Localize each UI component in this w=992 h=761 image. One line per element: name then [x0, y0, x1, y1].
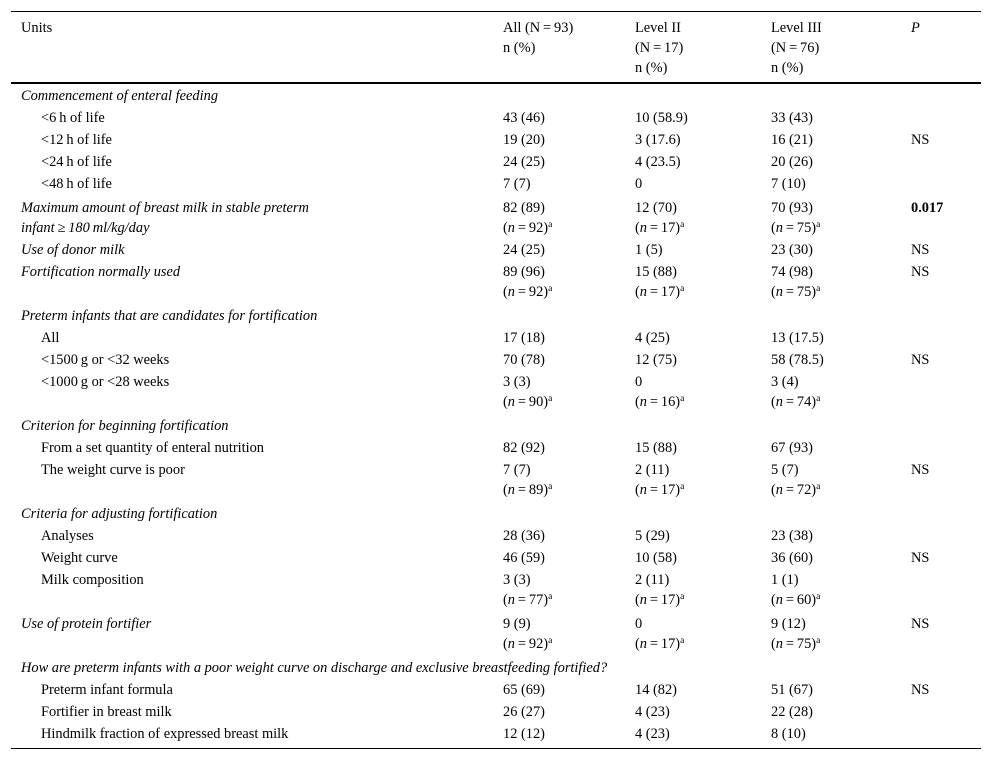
table-row — [0, 372, 992, 394]
row-label: <1000 g or <28 weeks — [41, 374, 170, 390]
table-row — [0, 152, 992, 174]
cell-all: (n = 89)$^a$ — [503, 482, 553, 498]
cell-all: (n = 77)$^a$ — [503, 592, 553, 608]
row-label: Commencement of enteral feeding — [21, 88, 219, 104]
table-row — [0, 658, 992, 680]
cell-l3: 8 (10) — [771, 726, 806, 742]
footnote-marker: a — [816, 636, 821, 646]
cell-p-value: NS — [911, 242, 930, 258]
cell-l2: 15 (88) — [635, 440, 677, 456]
cell-l2: 4 (23.5) — [635, 154, 681, 170]
cell-l3: 70 (93) — [771, 200, 813, 216]
row-label: Weight curve — [41, 550, 118, 566]
cell-l3: 3 (4) — [771, 374, 799, 390]
cell-p-value: NS — [911, 132, 930, 148]
cell-all: 7 (7) — [503, 462, 531, 478]
cell-all: 82 (92) — [503, 440, 545, 456]
footnote-marker: a — [680, 394, 685, 404]
table-row — [0, 438, 992, 460]
cell-all: (n = 92)$^a$ — [503, 220, 553, 236]
cell-l3: 23 (38) — [771, 528, 813, 544]
header-p-value: P — [911, 20, 920, 36]
cell-l2: 14 (82) — [635, 682, 677, 698]
table-row — [0, 306, 992, 328]
footnote-marker: a — [680, 220, 685, 230]
cell-all: 26 (27) — [503, 704, 545, 720]
footnote-marker: a — [548, 284, 553, 294]
table-row — [0, 526, 992, 548]
table-row — [0, 634, 992, 656]
cell-l3: (n = 60)$^a$ — [771, 592, 821, 608]
cell-l3: 13 (17.5) — [771, 330, 824, 346]
row-label: Fortifier in breast milk — [41, 704, 172, 720]
table-row — [0, 218, 992, 240]
cell-l3: 23 (30) — [771, 242, 813, 258]
cell-l2: 4 (25) — [635, 330, 670, 346]
table-row — [0, 262, 992, 284]
cell-l2: (n = 17)$^a$ — [635, 284, 685, 300]
cell-l2: 0 — [635, 374, 643, 390]
cell-all: 12 (12) — [503, 726, 545, 742]
table-row — [0, 416, 992, 438]
cell-all: 3 (3) — [503, 572, 531, 588]
row-label: <48 h of life — [41, 176, 112, 192]
header-level2-n: (N = 17) — [635, 40, 684, 56]
table-row — [0, 282, 992, 304]
cell-l3: (n = 75)$^a$ — [771, 220, 821, 236]
cell-l3: (n = 75)$^a$ — [771, 284, 821, 300]
footnote-marker: a — [548, 394, 553, 404]
cell-all: 89 (96) — [503, 264, 545, 280]
row-label: Criteria for adjusting fortification — [21, 506, 218, 522]
footnote-marker: a — [548, 482, 553, 492]
table-row — [0, 108, 992, 130]
row-label: Use of protein fortifier — [21, 616, 152, 632]
cell-l2: 4 (23) — [635, 726, 670, 742]
row-label: Fortification normally used — [21, 264, 181, 280]
cell-l3: 7 (10) — [771, 176, 806, 192]
row-label: Maximum amount of breast milk in stable preterm — [21, 200, 309, 216]
table-row — [0, 350, 992, 372]
cell-l2: 15 (88) — [635, 264, 677, 280]
cell-l2: 12 (75) — [635, 352, 677, 368]
cell-all: 9 (9) — [503, 616, 531, 632]
cell-l2: 2 (11) — [635, 462, 670, 478]
footnote-marker: a — [680, 284, 685, 294]
row-label: <6 h of life — [41, 110, 105, 126]
row-label: How are preterm infants with a poor weight curve on discharge and exclusive breastfeeding fortified? — [21, 660, 608, 676]
cell-all: 82 (89) — [503, 200, 545, 216]
cell-l2: 1 (5) — [635, 242, 663, 258]
footnote-marker: a — [548, 220, 553, 230]
cell-l3: 20 (26) — [771, 154, 813, 170]
header-all-unit: n (%) — [503, 40, 536, 56]
header-level2: Level II — [635, 20, 681, 36]
cell-p-value: 0.017 — [911, 200, 944, 216]
footnote-marker: a — [548, 592, 553, 602]
cell-all: 17 (18) — [503, 330, 545, 346]
row-label: All — [41, 330, 60, 346]
top-rule — [11, 11, 981, 12]
row-label: <24 h of life — [41, 154, 112, 170]
table-row — [0, 614, 992, 636]
table-row — [0, 480, 992, 502]
header-level3-n: (N = 76) — [771, 40, 820, 56]
cell-l2: 10 (58) — [635, 550, 677, 566]
cell-l2: 3 (17.6) — [635, 132, 681, 148]
cell-l2: 10 (58.9) — [635, 110, 688, 126]
table-row — [0, 392, 992, 414]
row-label: infant ≥ 180 ml/kg/day — [21, 220, 150, 236]
table-row — [0, 240, 992, 262]
table-row — [0, 724, 992, 746]
footnote-marker: a — [816, 284, 821, 294]
cell-l2: (n = 17)$^a$ — [635, 592, 685, 608]
header-units: Units — [21, 20, 53, 36]
cell-l2: 0 — [635, 176, 643, 192]
cell-l3: 9 (12) — [771, 616, 806, 632]
cell-l3: (n = 72)$^a$ — [771, 482, 821, 498]
cell-l2: 12 (70) — [635, 200, 677, 216]
cell-p-value: NS — [911, 616, 930, 632]
row-label: Use of donor milk — [21, 242, 125, 258]
header-level2-unit: n (%) — [635, 60, 668, 76]
cell-l3: 1 (1) — [771, 572, 799, 588]
footnote-marker: a — [816, 394, 821, 404]
table-row — [0, 504, 992, 526]
header-all: All (N = 93) — [503, 20, 574, 36]
cell-l3: 33 (43) — [771, 110, 813, 126]
cell-all: 43 (46) — [503, 110, 545, 126]
table-row — [0, 174, 992, 196]
row-label: <1500 g or <32 weeks — [41, 352, 170, 368]
table-row — [0, 590, 992, 612]
footnote-marker: a — [816, 482, 821, 492]
cell-p-value: NS — [911, 550, 930, 566]
cell-l3: 51 (67) — [771, 682, 813, 698]
footnote-marker: a — [680, 482, 685, 492]
row-label: Criterion for beginning fortification — [21, 418, 229, 434]
table-row — [0, 548, 992, 570]
cell-l2: 5 (29) — [635, 528, 670, 544]
cell-p-value: NS — [911, 352, 930, 368]
cell-p-value: NS — [911, 264, 930, 280]
header-level3-unit: n (%) — [771, 60, 804, 76]
footnote-marker: a — [680, 636, 685, 646]
cell-l2: (n = 17)$^a$ — [635, 220, 685, 236]
cell-l3: (n = 75)$^a$ — [771, 636, 821, 652]
cell-p-value: NS — [911, 682, 930, 698]
table-row — [0, 328, 992, 350]
cell-all: 24 (25) — [503, 154, 545, 170]
table-row — [0, 460, 992, 482]
row-label: Analyses — [41, 528, 94, 544]
header-level3: Level III — [771, 20, 822, 36]
table-row — [0, 570, 992, 592]
cell-l3: (n = 74)$^a$ — [771, 394, 821, 410]
table-row — [0, 680, 992, 702]
cell-l3: 22 (28) — [771, 704, 813, 720]
cell-all: 70 (78) — [503, 352, 545, 368]
cell-l3: 67 (93) — [771, 440, 813, 456]
row-label: From a set quantity of enteral nutrition — [41, 440, 265, 456]
table-row — [0, 702, 992, 724]
footnote-marker: a — [816, 592, 821, 602]
row-label: The weight curve is poor — [41, 462, 185, 478]
table-row — [0, 130, 992, 152]
cell-all: (n = 92)$^a$ — [503, 284, 553, 300]
footnote-marker: a — [548, 636, 553, 646]
row-label: Hindmilk fraction of expressed breast milk — [41, 726, 289, 742]
cell-all: 3 (3) — [503, 374, 531, 390]
cell-l2: (n = 16)$^a$ — [635, 394, 685, 410]
cell-l2: (n = 17)$^a$ — [635, 482, 685, 498]
cell-all: (n = 92)$^a$ — [503, 636, 553, 652]
cell-p-value: NS — [911, 462, 930, 478]
row-label: Preterm infant formula — [41, 682, 173, 698]
cell-l3: 5 (7) — [771, 462, 799, 478]
row-label: Milk composition — [41, 572, 144, 588]
footnote-marker: a — [816, 220, 821, 230]
row-label: <12 h of life — [41, 132, 112, 148]
cell-l2: 4 (23) — [635, 704, 670, 720]
bottom-rule — [11, 748, 981, 749]
row-label: Preterm infants that are candidates for fortification — [21, 308, 318, 324]
cell-l2: (n = 17)$^a$ — [635, 636, 685, 652]
cell-all: 7 (7) — [503, 176, 531, 192]
footnote-marker: a — [680, 592, 685, 602]
cell-all: (n = 90)$^a$ — [503, 394, 553, 410]
cell-l3: 74 (98) — [771, 264, 813, 280]
cell-all: 28 (36) — [503, 528, 545, 544]
cell-all: 65 (69) — [503, 682, 545, 698]
cell-all: 19 (20) — [503, 132, 545, 148]
header-rule — [11, 82, 981, 84]
cell-l2: 2 (11) — [635, 572, 670, 588]
cell-l3: 58 (78.5) — [771, 352, 824, 368]
table-row — [0, 86, 992, 108]
cell-l3: 16 (21) — [771, 132, 813, 148]
cell-l2: 0 — [635, 616, 643, 632]
cell-all: 24 (25) — [503, 242, 545, 258]
table-row — [0, 198, 992, 220]
cell-l3: 36 (60) — [771, 550, 813, 566]
cell-all: 46 (59) — [503, 550, 545, 566]
